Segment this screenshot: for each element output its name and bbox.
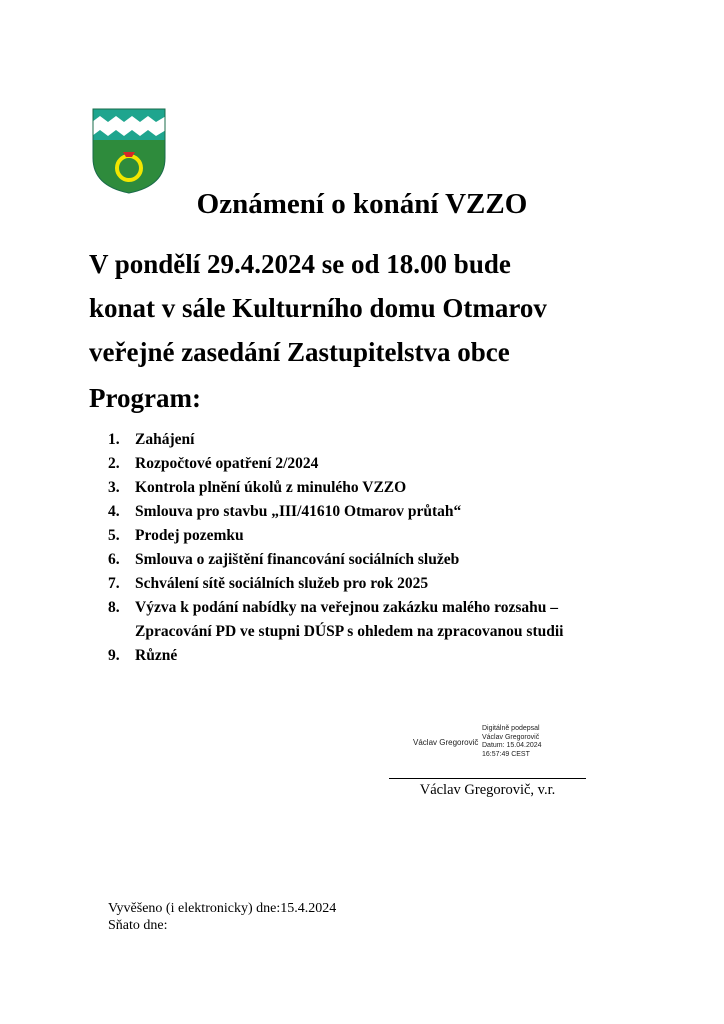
posting-info [108, 900, 336, 934]
signature-detail-line: Digitálně podepsal [482, 725, 540, 732]
agenda-item: 1. Zahájení [108, 431, 195, 448]
announcement-line: V pondělí 29.4.2024 se od 18.00 bude [89, 249, 511, 279]
announcement-text [89, 242, 689, 374]
signature-details [482, 725, 542, 759]
removed-date: Sňato dne: [108, 918, 168, 933]
program-heading: Program: [89, 383, 201, 413]
signature-line [389, 778, 586, 779]
agenda-item: 8. Výzva k podání nabídky na veřejnou zakázku malého rozsahu – Zpracování PD ve stupni DÚSP s ohledem na zpracovanou studii [108, 599, 564, 640]
municipal-coat-of-arms-icon [92, 108, 166, 194]
agenda-item: 5. Prodej pozemku [108, 527, 244, 544]
agenda-item: 4. Smlouva pro stavbu „III/41610 Otmarov průtah“ [108, 503, 462, 520]
signature-detail-line: Datum: 15.04.2024 [482, 742, 542, 749]
posted-date: Vyvěšeno (i elektronicky) dne:15.4.2024 [108, 901, 337, 916]
agenda-item: 3. Kontrola plnění úkolů z minulého VZZO [108, 479, 407, 496]
agenda-item: 9. Různé [108, 647, 178, 664]
signature-detail-line: Václav Gregorovič [482, 733, 540, 741]
announcement-line: konat v sále Kulturního domu Otmarov [89, 293, 547, 323]
signer-name: Václav Gregorovič [413, 738, 479, 747]
signature-caption: Václav Gregorovič, v.r. [419, 782, 556, 798]
signature-detail-line: 16:57:49 CEST [482, 750, 530, 758]
agenda-item: 7. Schválení sítě sociálních služeb pro rok 2025 [108, 575, 429, 592]
announcement-line: veřejné zasedání Zastupitelstva obce [89, 337, 510, 367]
page-title: Oznámení o konání VZZO [196, 188, 528, 220]
agenda-item: 6. Smlouva o zajištění financování sociálních služeb [108, 551, 460, 568]
agenda-list [108, 428, 628, 668]
digital-signature [413, 725, 583, 765]
agenda-item: 2. Rozpočtové opatření 2/2024 [108, 455, 319, 472]
